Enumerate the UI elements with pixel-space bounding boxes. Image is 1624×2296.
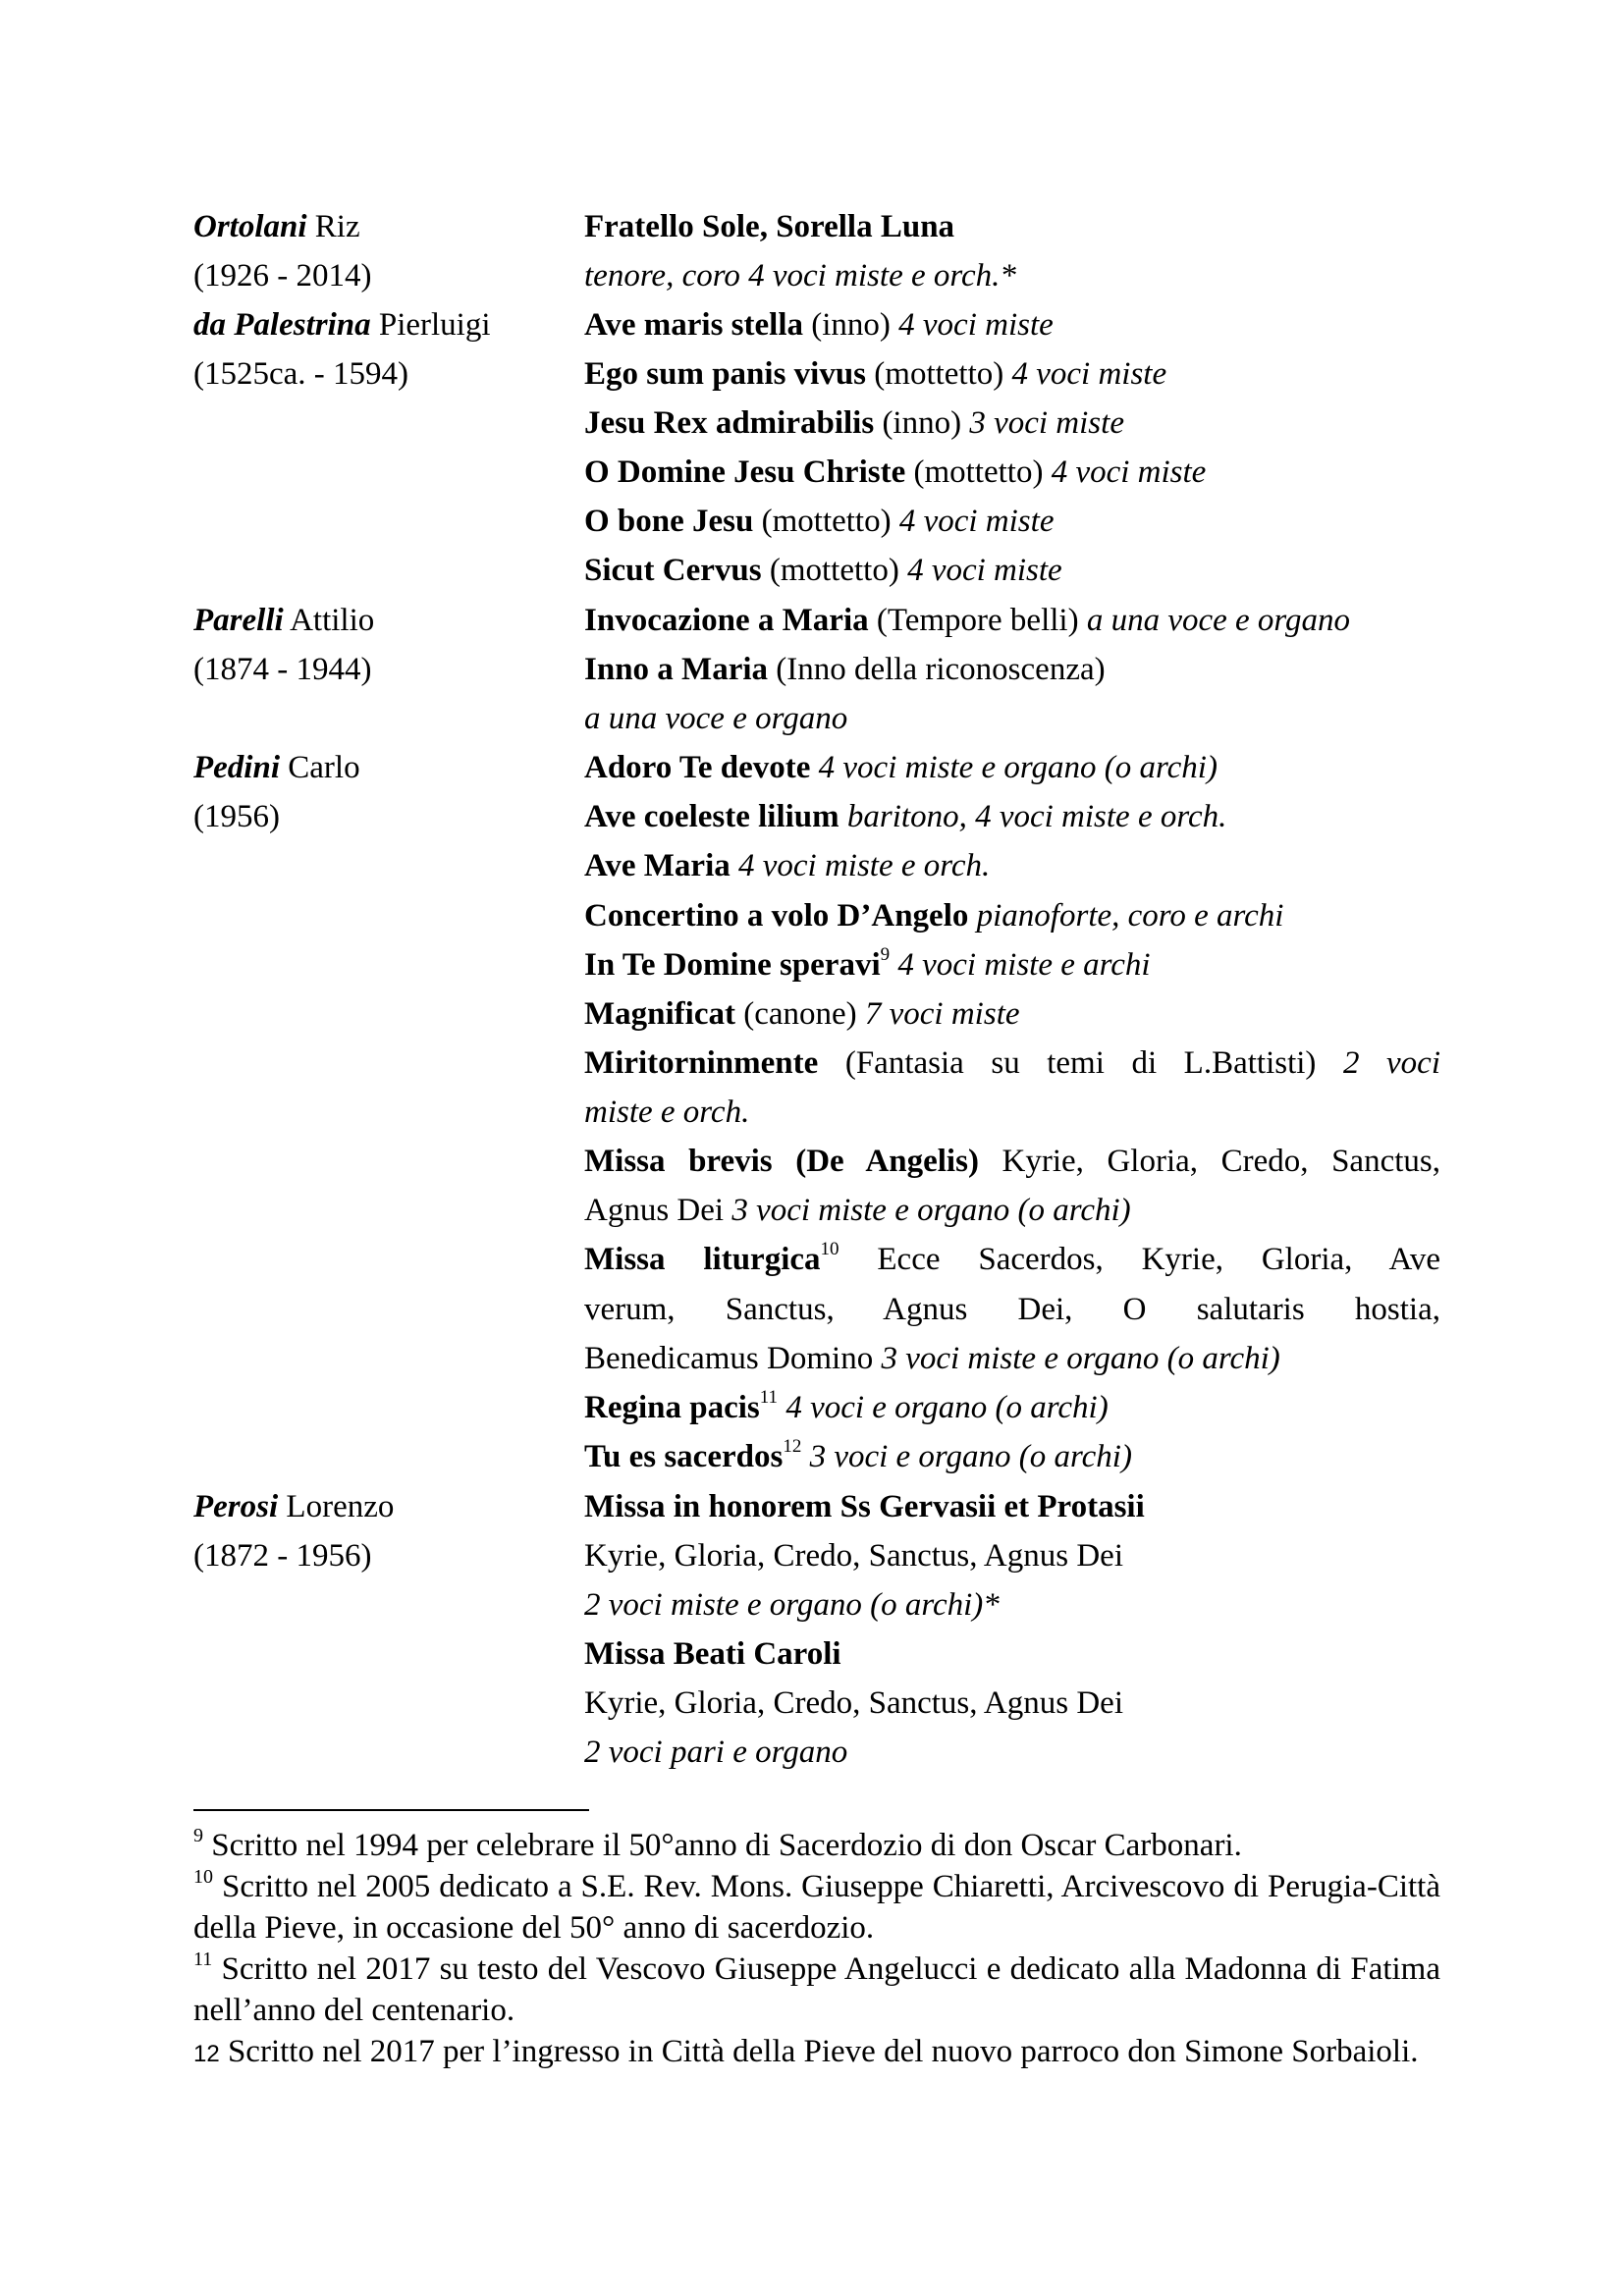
work-entry: Sicut Cervus (mottetto) 4 voci miste [584, 553, 1062, 588]
composer-dates: (1926 - 2014) [193, 258, 372, 294]
work-entry: Inno a Maria (Inno della riconoscenza) [584, 652, 1106, 687]
work-entry-continued: Agnus Dei 3 voci miste e organo (o archi) [584, 1193, 1131, 1228]
composer-dates: (1872 - 1956) [193, 1538, 372, 1574]
composer-name: Pedini Carlo [193, 750, 360, 785]
work-entry-continued: 2 voci pari e organo [584, 1735, 848, 1770]
work-entry: Ave coeleste lilium baritono, 4 voci miste e orch. [584, 799, 1227, 834]
composer-dates: (1525ca. - 1594) [193, 356, 409, 392]
footnote: $^9$ Scritto nel 1994 per celebrare il 50°anno di Sacerdozio di don Oscar Carbonari. [193, 1825, 1242, 1863]
work-entry: O Domine Jesu Christe (mottetto) 4 voci miste [584, 454, 1207, 490]
composer-dates: (1956) [193, 799, 280, 834]
work-entry-continued: Kyrie, Gloria, Credo, Sanctus, Agnus Dei [584, 1685, 1123, 1721]
footnote-mark: 10 [193, 1866, 213, 1888]
work-entry: Missa liturgica$^{10}$ Ecce Sacerdos, Kyrie, Gloria, Ave [584, 1239, 1440, 1277]
work-entry-continued: Benedicamus Domino 3 voci miste e organo (o archi) [584, 1341, 1280, 1376]
work-entry: O bone Jesu (mottetto) 4 voci miste [584, 504, 1055, 539]
footnote-mark: 9 [193, 1825, 203, 1846]
work-entry: Missa brevis (De Angelis) Kyrie, Gloria, Credo, Sanctus, [584, 1144, 1440, 1179]
work-entry: a una voce e organo [584, 701, 848, 736]
footnote: 12 Scritto nel 2017 per l’ingresso in Città della Pieve del nuovo parroco don Simone Sorbaioli. [193, 2034, 1419, 2069]
composer-name: Parelli Attilio [193, 603, 375, 638]
footnote-ref: 10 [820, 1239, 839, 1259]
work-entry-continued: 2 voci miste e organo (o archi)* [584, 1587, 1000, 1623]
footnote-mark: 11 [193, 1949, 213, 1970]
work-entry: tenore, coro 4 voci miste e orch.* [584, 258, 1016, 294]
work-entry: Ego sum panis vivus (mottetto) 4 voci miste [584, 356, 1167, 392]
work-entry: Magnificat (canone) 7 voci miste [584, 996, 1020, 1032]
footnote-mark: 12 [193, 2041, 220, 2067]
work-entry: Tu es sacerdos$^{12}$ 3 voci e organo (o archi) [584, 1436, 1132, 1474]
composer-name: da Palestrina Pierluigi [193, 307, 491, 343]
work-entry: Invocazione a Maria (Tempore belli) a una voce e organo [584, 603, 1351, 638]
footnote-ref: 11 [759, 1387, 779, 1408]
composer-name: Ortolani Riz [193, 209, 360, 244]
work-entry-continued: Kyrie, Gloria, Credo, Sanctus, Agnus Dei [584, 1538, 1123, 1574]
work-entry: Missa in honorem Ss Gervasii et Protasii [584, 1489, 1145, 1524]
footnote: $^{10}$ Scritto nel 2005 dedicato a S.E. Rev. Mons. Giuseppe Chiaretti, Arcivescovo di Perugia-Città della Pieve, in occasione del 50° anno di sacerdozio. [193, 1866, 1440, 1946]
work-entry: Fratello Sole, Sorella Luna [584, 209, 955, 244]
footnote-separator [193, 1809, 589, 1811]
work-entry: Jesu Rex admirabilis (inno) 3 voci miste [584, 405, 1124, 441]
work-entry: Missa Beati Caroli [584, 1636, 841, 1672]
composer-name: Perosi Lorenzo [193, 1489, 395, 1524]
work-entry: Regina pacis$^{11}$ 4 voci e organo (o archi) [584, 1387, 1109, 1425]
work-entry: Ave maris stella (inno) 4 voci miste [584, 307, 1054, 343]
work-entry: Miritorninmente (Fantasia su temi di L.Battisti) 2 voci [584, 1045, 1440, 1081]
work-entry: Ave Maria 4 voci miste e orch. [584, 848, 991, 883]
work-entry: In Te Domine speravi$^9$ 4 voci miste e archi [584, 944, 1151, 983]
work-entry: Adoro Te devote 4 voci miste e organo (o archi) [584, 750, 1218, 785]
work-entry: Concertino a volo D’Angelo pianoforte, coro e archi [584, 898, 1284, 934]
footnote-ref: 12 [783, 1436, 802, 1457]
footnote: $^{11}$ Scritto nel 2017 su testo del Vescovo Giuseppe Angelucci e dedicato alla Madonna di Fatima nell’anno del centenario. [193, 1949, 1440, 2028]
work-entry-continued: verum, Sanctus, Agnus Dei, O salutaris hostia, [584, 1292, 1440, 1327]
composer-dates: (1874 - 1944) [193, 652, 372, 687]
work-entry-continued: miste e orch. [584, 1095, 750, 1130]
footnote-ref: 9 [880, 944, 891, 965]
